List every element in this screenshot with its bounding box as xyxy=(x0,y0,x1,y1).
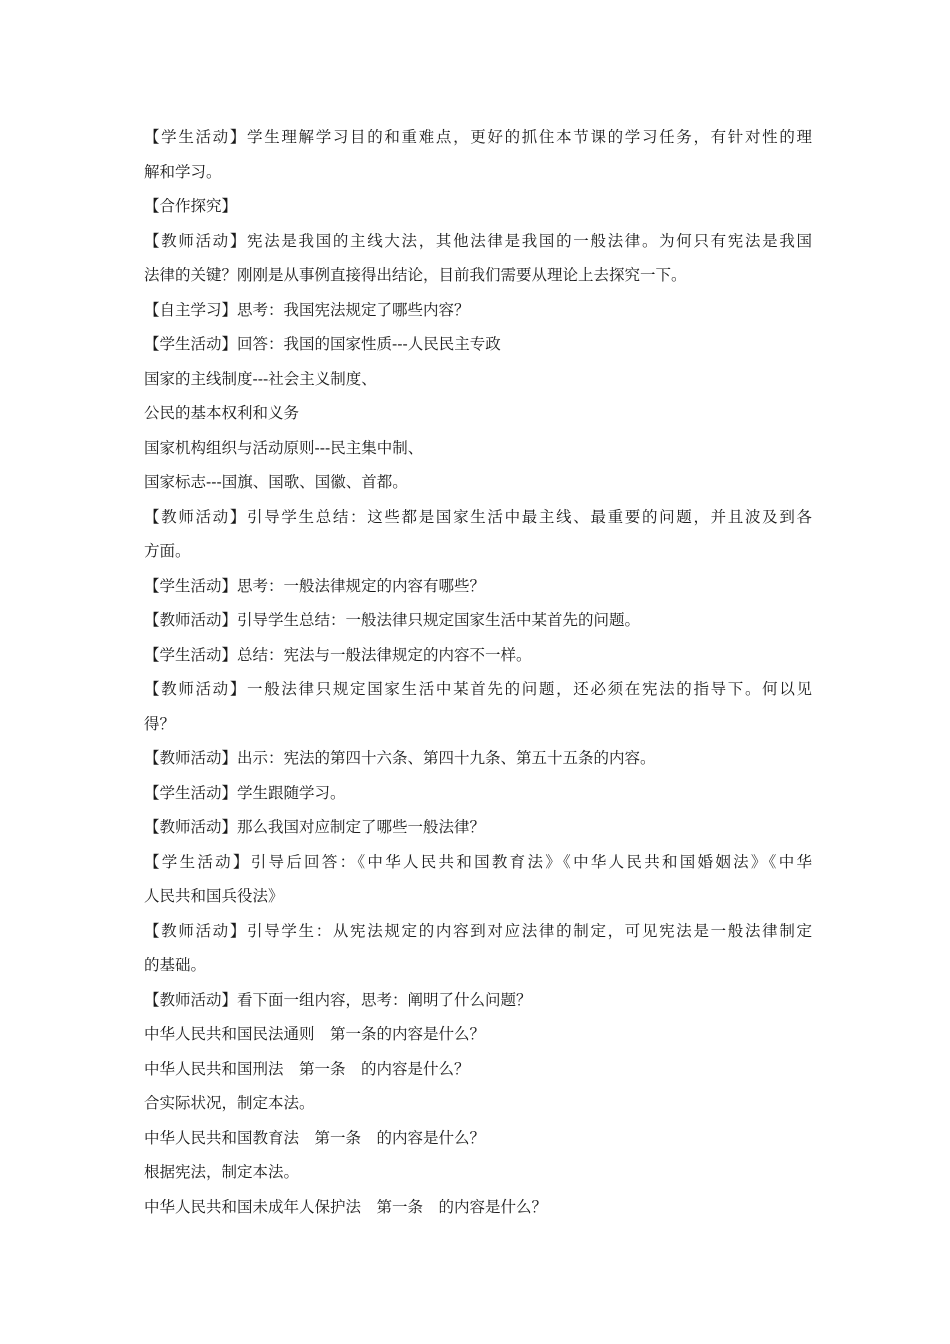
text-line: 中华人民共和国未成年人保护法 第一条 的内容是什么？ xyxy=(144,1197,548,1216)
text-line: 的基础。 xyxy=(144,956,207,974)
text-line: 得？ xyxy=(144,714,176,733)
text-line: 中华人民共和国民法通则 第一条的内容是什么？ xyxy=(144,1025,486,1043)
text-line: 【合作探究】 xyxy=(144,197,238,215)
text-line: 国家标志---国旗、国歌、国徽、首都。 xyxy=(144,473,408,491)
text-line: 解和学习。 xyxy=(144,162,222,181)
text-line: 国家的主线制度---社会主义制度、 xyxy=(144,369,377,388)
text-line: 合实际状况，制定本法。 xyxy=(144,1094,315,1112)
text-line: 法律的关键？刚刚是从事例直接得出结论，目前我们需要从理论上去探究一下。 xyxy=(144,266,687,284)
text-line: 【教师活动】引导学生总结：这些都是国家生活中最主线、最重要的问题，并且波及到各 xyxy=(144,507,812,526)
text-line: 【教师活动】宪法是我国的主线大法，其他法律是我国的一般法律。为何只有宪法是我国 xyxy=(144,231,812,250)
text-line: 公民的基本权利和义务 xyxy=(144,404,300,422)
text-line: 【学生活动】思考：一般法律规定的内容有哪些？ xyxy=(144,576,486,595)
text-line: 方面。 xyxy=(144,542,191,560)
text-line: 【学生活动】学生跟随学习。 xyxy=(144,783,346,802)
text-line: 中华人民共和国教育法 第一条 的内容是什么？ xyxy=(144,1128,486,1147)
text-line: 根据宪法，制定本法。 xyxy=(144,1163,300,1181)
text-line: 【教师活动】出示：宪法的第四十六条、第四十九条、第五十五条的内容。 xyxy=(144,749,656,767)
text-line: 【学生活动】回答：我国的国家性质---人民民主专政 xyxy=(144,335,501,353)
text-line: 【学生活动】总结：宪法与一般法律规定的内容不一样。 xyxy=(144,645,532,664)
text-line: 【教师活动】看下面一组内容，思考：阐明了什么问题？ xyxy=(144,990,532,1009)
document-body xyxy=(144,120,812,1224)
text-line: 【自主学习】思考：我国宪法规定了哪些内容？ xyxy=(144,300,470,319)
text-line: 中华人民共和国刑法 第一条 的内容是什么？ xyxy=(144,1059,470,1078)
text-line: 【教师活动】引导学生总结：一般法律只规定国家生活中某首先的问题。 xyxy=(144,611,641,629)
text-line: 【学生活动】引导后回答：《中华人民共和国教育法》《中华人民共和国婚姻法》《中华 xyxy=(144,852,812,871)
text-line: 【教师活动】引导学生：从宪法规定的内容到对应法律的制定，可见宪法是一般法律制定 xyxy=(144,921,812,940)
text-line: 国家机构组织与活动原则---民主集中制、 xyxy=(144,438,424,457)
text-line: 【教师活动】一般法律只规定国家生活中某首先的问题，还必须在宪法的指导下。何以见 xyxy=(144,680,812,698)
text-line: 【教师活动】那么我国对应制定了哪些一般法律？ xyxy=(144,818,486,836)
text-line: 【学生活动】学生理解学习目的和重难点，更好的抓住本节课的学习任务，有针对性的理 xyxy=(144,128,812,146)
text-line: 人民共和国兵役法》 xyxy=(144,887,284,905)
